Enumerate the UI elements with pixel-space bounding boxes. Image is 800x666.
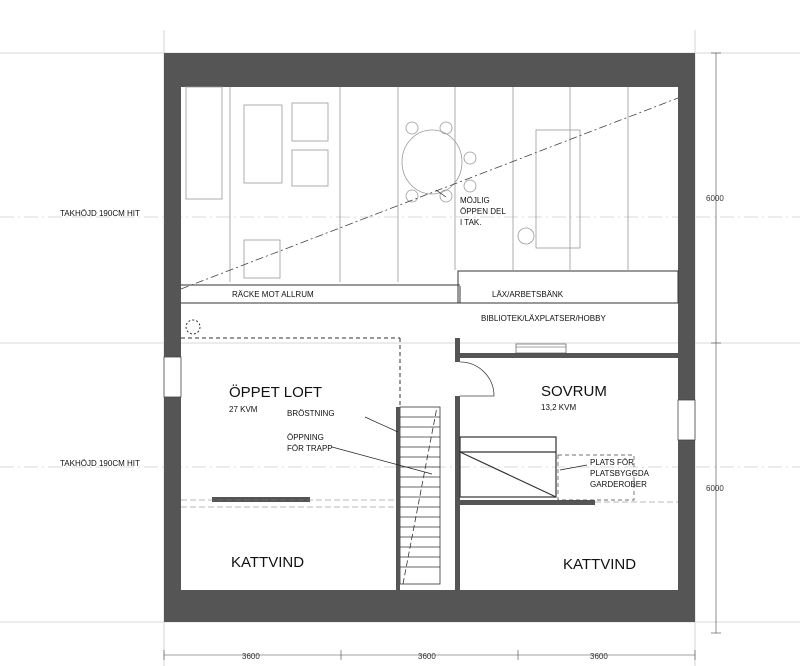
below-furniture [186,87,628,282]
skylight-note-2: ÖPPEN DEL [460,207,506,216]
ceiling-note-lower: TAKHÖJD 190CM HIT [60,459,140,468]
stair-opening-label-2: FÖR TRAPP [287,444,333,453]
wardrobe-note-3: GARDEROBER [590,480,647,489]
interior-walls [455,338,678,590]
wardrobe-note-1: PLATS FÖR [590,458,634,467]
parapet-label: BRÖSTNING [287,409,335,418]
attic-right-label: KATTVIND [563,556,637,573]
railing-label: RÄCKE MOT ALLRUM [232,290,314,299]
knee-walls [212,497,678,505]
stair-opening-label-1: ÖPPNING [287,433,324,442]
loft-area: 27 KVM [229,405,258,414]
ceiling-note-upper: TAKHÖJD 190CM HIT [60,209,140,218]
attic-left-label: KATTVIND [231,554,305,571]
skylight-note-3: I TAK. [460,218,482,227]
bedroom-name: SOVRUM [541,383,607,400]
door-swing [460,362,494,396]
roof-opening-line [181,98,678,289]
dim-bottom-1: 3600 [242,652,260,661]
bedroom-door-gap [454,362,461,396]
desk-label: LÄX/ARBETSBÄNK [492,290,564,299]
stair[interactable] [396,407,440,590]
loft-name: ÖPPET LOFT [229,384,323,401]
dim-right-2: 6000 [706,484,724,493]
wardrobe-note-2: PLATSBYGGDA [590,469,649,478]
library-label: BIBLIOTEK/LÄXPLATSER/HOBBY [481,314,606,323]
window-right [678,400,695,440]
window-left [164,357,181,397]
dim-right-1: 6000 [706,194,724,203]
bedroom-area: 13,2 KVM [541,403,577,412]
dim-bottom-3: 3600 [590,652,608,661]
skylight-note-1: MÖJLIG [460,196,490,205]
dim-bottom-2: 3600 [418,652,436,661]
